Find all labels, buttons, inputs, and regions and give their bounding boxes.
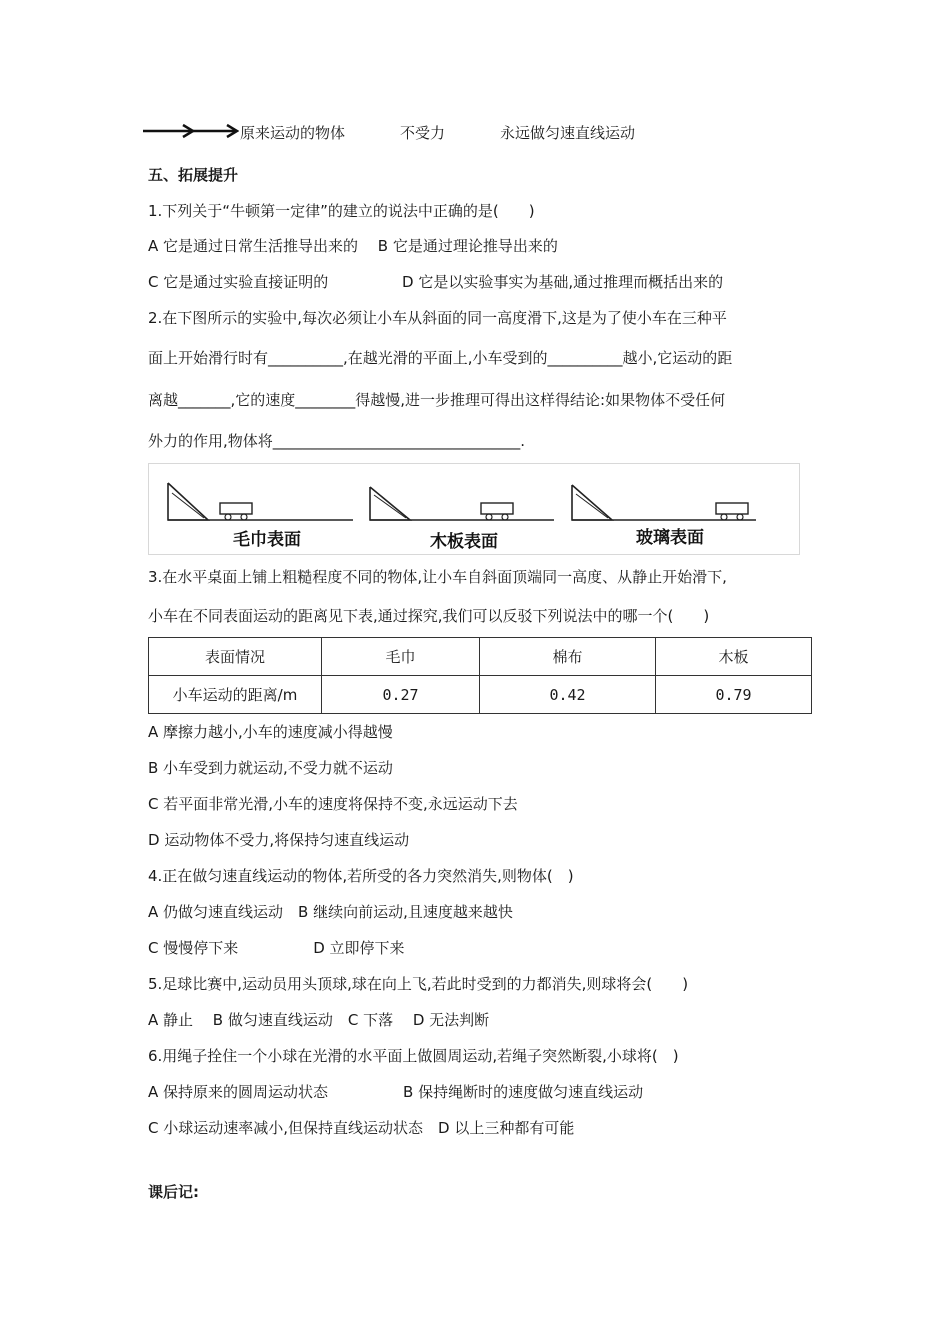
q4-stem: 4.正在做匀速直线运动的物体,若所受的各力突然消失,则物体( ) — [148, 867, 574, 885]
q6-stem: 6.用绳子拴住一个小球在光滑的水平面上做圆周运动,若绳子突然断裂,小球将( ) — [148, 1047, 679, 1065]
top-line-text3: 永远做匀速直线运动 — [500, 124, 636, 142]
q2-line1: 2.在下图所示的实验中,每次必须让小车从斜面的同一高度滑下,这是为了使小车在三种平 — [148, 309, 727, 327]
table-header-cell: 表面情况 — [149, 638, 322, 676]
q1-option-c: C 它是通过实验直接证明的 — [148, 273, 329, 291]
after-class-note: 课后记: — [148, 1183, 199, 1201]
experiment-figure — [148, 463, 800, 555]
top-line-text1: 原来运动的物体 — [240, 124, 346, 142]
q6-options-ab: A 保持原来的圆周运动状态 B 保持绳断时的速度做匀速直线运动 — [148, 1083, 644, 1101]
q6-options-cd: C 小球运动速率减小,但保持直线运动状态 D 以上三种都有可能 — [148, 1119, 575, 1137]
figure-label-glass: 玻璃表面 — [636, 528, 704, 548]
q1-options-ab: A 它是通过日常生活推导出来的 B 它是通过理论推导出来的 — [148, 237, 558, 255]
q1-option-d: D 它是以实验事实为基础,通过推理而概括出来的 — [402, 273, 724, 291]
table-header-cell: 棉布 — [480, 638, 656, 676]
q2-line4: 外力的作用,物体将_________________________________. — [148, 432, 526, 450]
table-header-cell: 木板 — [656, 638, 812, 676]
q3-option-c: C 若平面非常光滑,小车的速度将保持不变,永远运动下去 — [148, 795, 518, 813]
figure-label-towel: 毛巾表面 — [233, 530, 301, 550]
figure-label-wood: 木板表面 — [430, 532, 498, 552]
q4-options-ab: A 仍做匀速直线运动 B 继续向前运动,且速度越来越快 — [148, 903, 513, 921]
top-line-text2: 不受力 — [400, 124, 446, 142]
q2-line2: 面上开始滑行时有__________,在越光滑的平面上,小车受到的__________越小,它运动的距 — [148, 349, 733, 367]
table-header-cell: 毛巾 — [322, 638, 480, 676]
table-header-row — [149, 638, 812, 676]
q3-option-b: B 小车受到力就运动,不受力就不运动 — [148, 759, 393, 777]
q3-option-a: A 摩擦力越小,小车的速度减小得越慢 — [148, 723, 393, 741]
distance-table — [148, 637, 812, 714]
q5-options: A 静止 B 做匀速直线运动 C 下落 D 无法判断 — [148, 1011, 490, 1029]
table-cell: 0.27 — [322, 676, 480, 714]
table-row — [149, 676, 812, 714]
q4-options-cd: C 慢慢停下来 D 立即停下来 — [148, 939, 405, 957]
q3-option-d: D 运动物体不受力,将保持匀速直线运动 — [148, 831, 410, 849]
q2-line3: 离越_______,它的速度________得越慢,进一步推理可得出这样得结论:如果物体不受任何 — [148, 391, 726, 409]
table-cell: 0.79 — [656, 676, 812, 714]
q5-stem: 5.足球比赛中,运动员用头顶球,球在向上飞,若此时受到的力都消失,则球将会( ) — [148, 975, 689, 993]
q3-line1: 3.在水平桌面上铺上粗糙程度不同的物体,让小车自斜面顶端同一高度、从静止开始滑下, — [148, 568, 727, 586]
double-arrow-icon — [143, 122, 239, 140]
table-cell: 小车运动的距离/m — [149, 676, 322, 714]
table-cell: 0.42 — [480, 676, 656, 714]
section-heading: 五、拓展提升 — [148, 166, 239, 184]
q3-line2: 小车在不同表面运动的距离见下表,通过探究,我们可以反驳下列说法中的哪一个( ) — [148, 607, 710, 625]
q1-stem: 1.下列关于“牛顿第一定律”的建立的说法中正确的是( ) — [148, 202, 535, 220]
